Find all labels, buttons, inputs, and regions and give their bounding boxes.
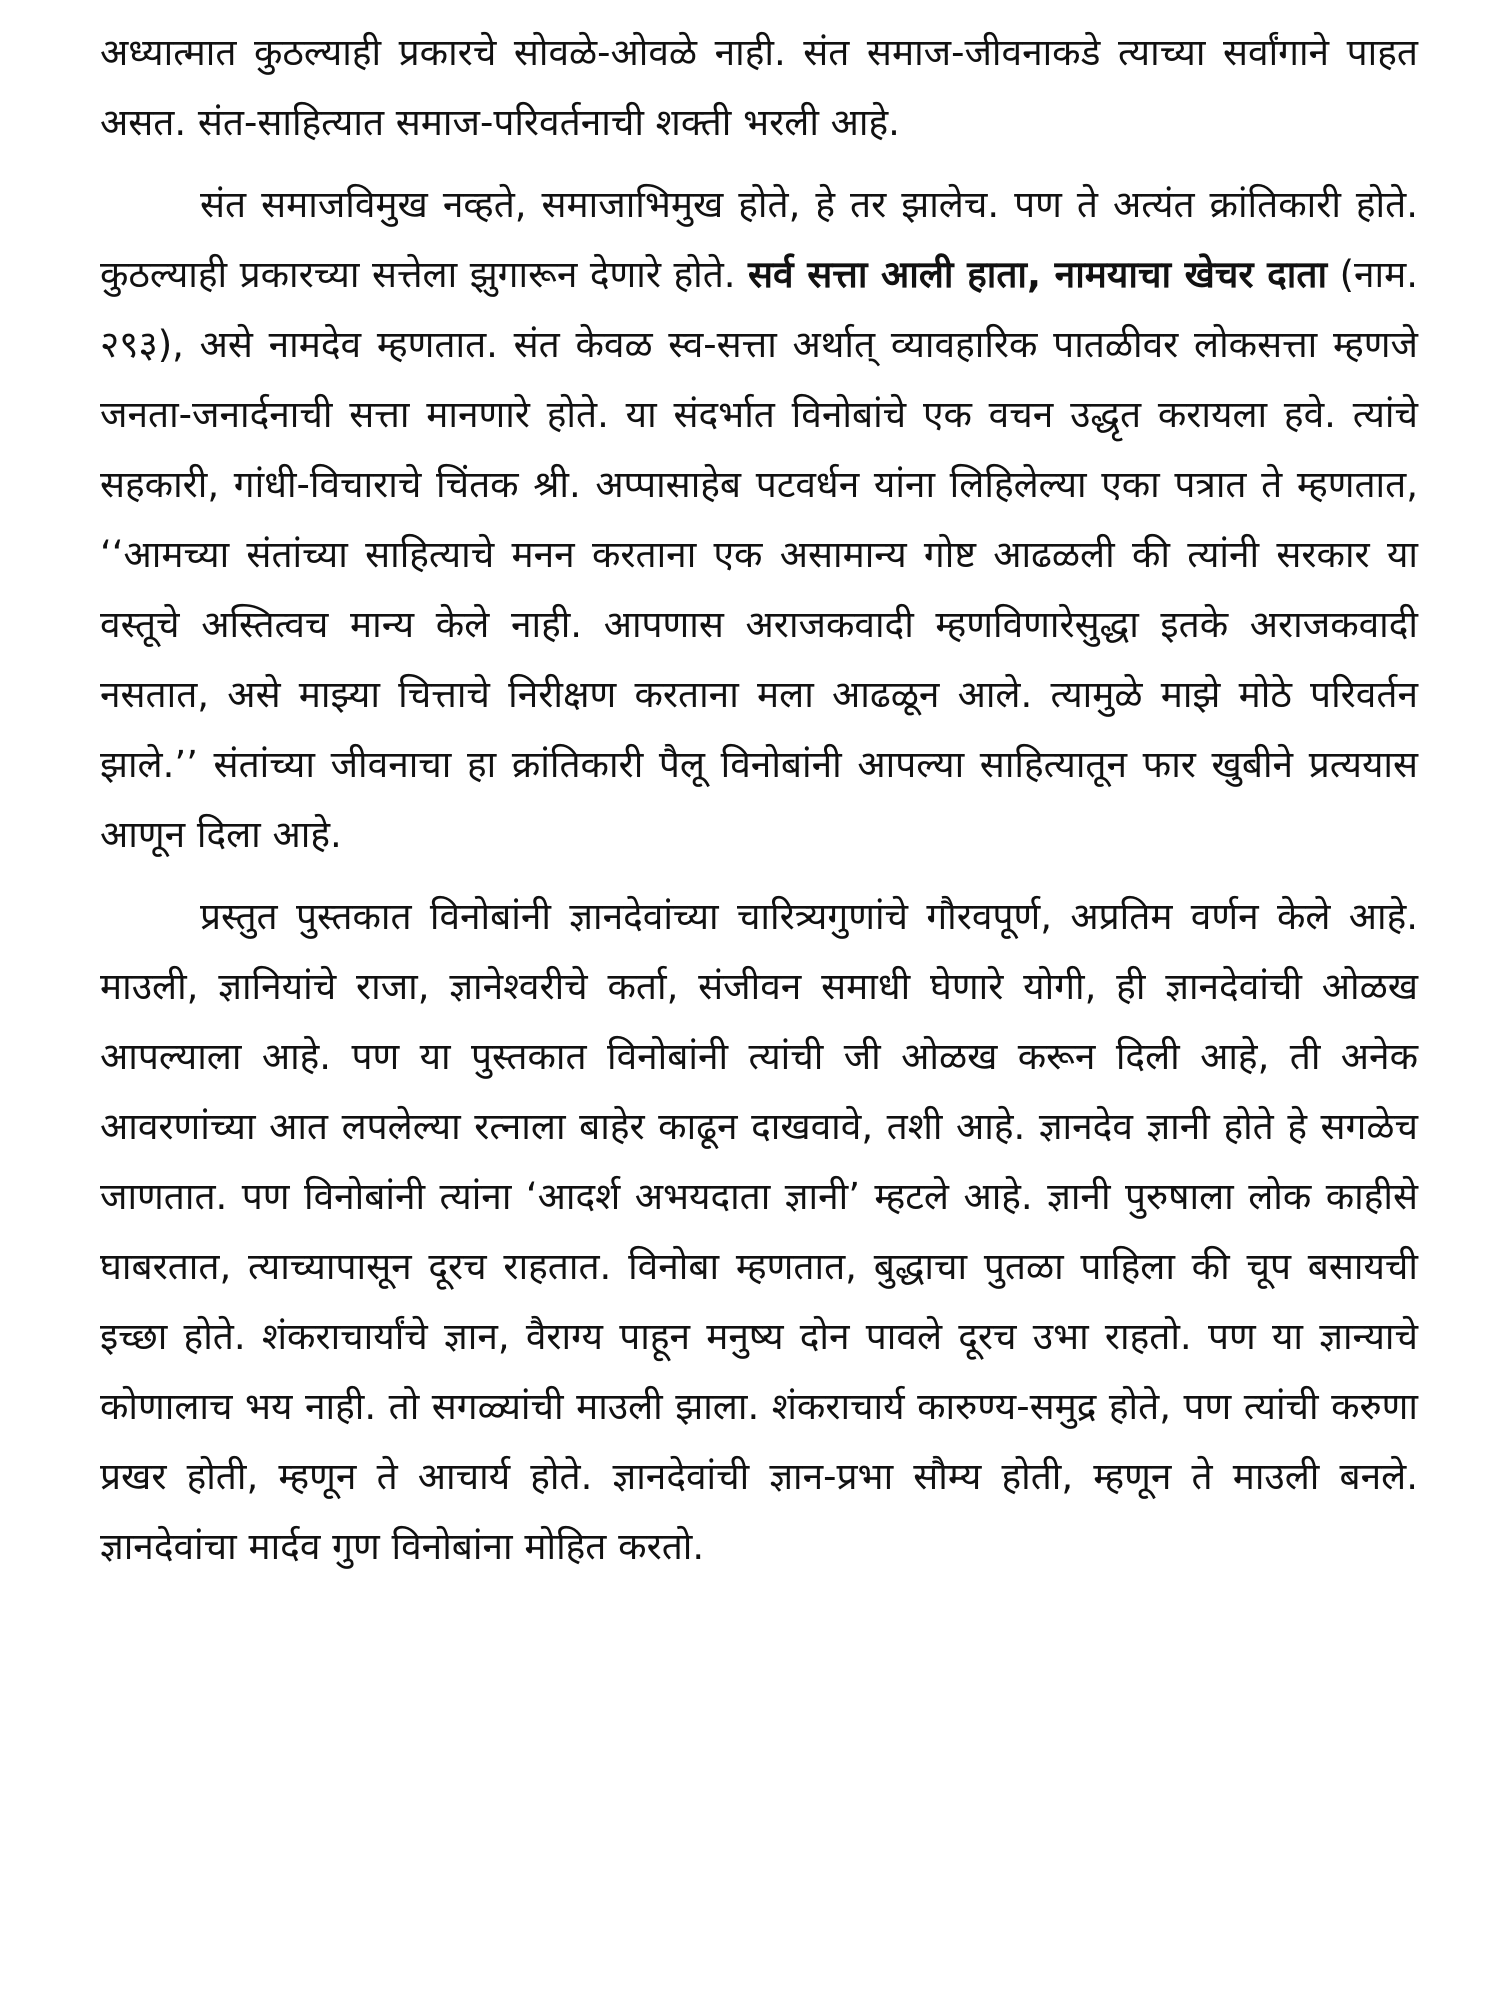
- document-page: [100, 18, 1418, 1978]
- paragraph-2-bold-quote: सर्व सत्ता आली हाता, नामयाचा खेचर दाता: [748, 253, 1328, 296]
- paragraph-2-text-a: संत समाजविमुख नव्हते, समाजाभिमुख होते, हे तर झालेच. पण ते अत्यंत क्रांतिकारी होते. कुठल्याही प्रकारच्या सत्तेला झुगारून देणारे होते.: [100, 183, 1418, 296]
- paragraph-2: [100, 170, 1418, 870]
- paragraph-1-text: अध्यात्मात कुठल्याही प्रकारचे सोवळे-ओवळे नाही. संत समाज-जीवनाकडे त्याच्या सर्वांगाने पाहत असत. संत-साहित्यात समाज-परिवर्तनाची शक्ती भरली आहे.: [100, 31, 1418, 144]
- paragraph-3-text: प्रस्तुत पुस्तकात विनोबांनी ज्ञानदेवांच्या चारित्र्यगुणांचे गौरवपूर्ण, अप्रतिम वर्णन केले आहे. माउली, ज्ञानियांचे राजा, ज्ञानेश्वरीचे कर्ता, संजीवन समाधी घेणारे योगी, ही ज्ञानदेवांची ओळख आपल्याला आहे. पण या पुस्तकात विनोबांनी त्यांची जी ओळख करून दिली आहे, ती अनेक आवरणांच्या आत लपलेल्या रत्नाला बाहेर काढून दाखवावे, तशी आहे. ज्ञानदेव ज्ञानी होते हे सगळेच जाणतात. पण विनोबांनी त्यांना ‘आदर्श अभयदाता ज्ञानी’ म्हटले आहे. ज्ञानी पुरुषाला लोक काहीसे घाबरतात, त्याच्यापासून दूरच राहतात. विनोबा म्हणतात, बुद्धाचा पुतळा पाहिला की चूप बसायची इच्छा होते. शंकराचार्यांचे ज्ञान, वैराग्य पाहून मनुष्य दोन पावले दूरच उभा राहतो. पण या ज्ञान्याचे कोणालाच भय नाही. तो सगळ्यांची माउली झाला. शंकराचार्य कारुण्य-समुद्र होते, पण त्यांची करुणा प्रखर होती, म्हणून ते आचार्य होते. ज्ञानदेवांची ज्ञान-प्रभा सौम्य होती, म्हणून ते माउली बनले. ज्ञानदेवांचा मार्दव गुण विनोबांना मोहित करतो.: [100, 895, 1418, 1568]
- paragraph-3: [100, 882, 1418, 1582]
- paragraph-2-text-b: (नाम. २९३), असे नामदेव म्हणतात. संत केवळ स्व-सत्ता अर्थात् व्यावहारिक पातळीवर लोकसत्ता म्हणजे जनता-जनार्दनाची सत्ता मानणारे होते. या संदर्भात विनोबांचे एक वचन उद्धृत करायला हवे. त्यांचे सहकारी, गांधी-विचाराचे चिंतक श्री. अप्पासाहेब पटवर्धन यांना लिहिलेल्या एका पत्रात ते म्हणतात, ‘‘आमच्या संतांच्या साहित्याचे मनन करताना एक असामान्य गोष्ट आढळली की त्यांनी सरकार या वस्तूचे अस्तित्वच मान्य केले नाही. आपणास अराजकवादी म्हणविणारेसुद्धा इतके अराजकवादी नसतात, असे माझ्या चित्ताचे निरीक्षण करताना मला आढळून आले. त्यामुळे माझे मोठे परिवर्तन झाले.’’ संतांच्या जीवनाचा हा क्रांतिकारी पैलू विनोबांनी आपल्या साहित्यातून फार खुबीने प्रत्ययास आणून दिला आहे.: [100, 253, 1419, 856]
- paragraph-1: [100, 18, 1418, 158]
